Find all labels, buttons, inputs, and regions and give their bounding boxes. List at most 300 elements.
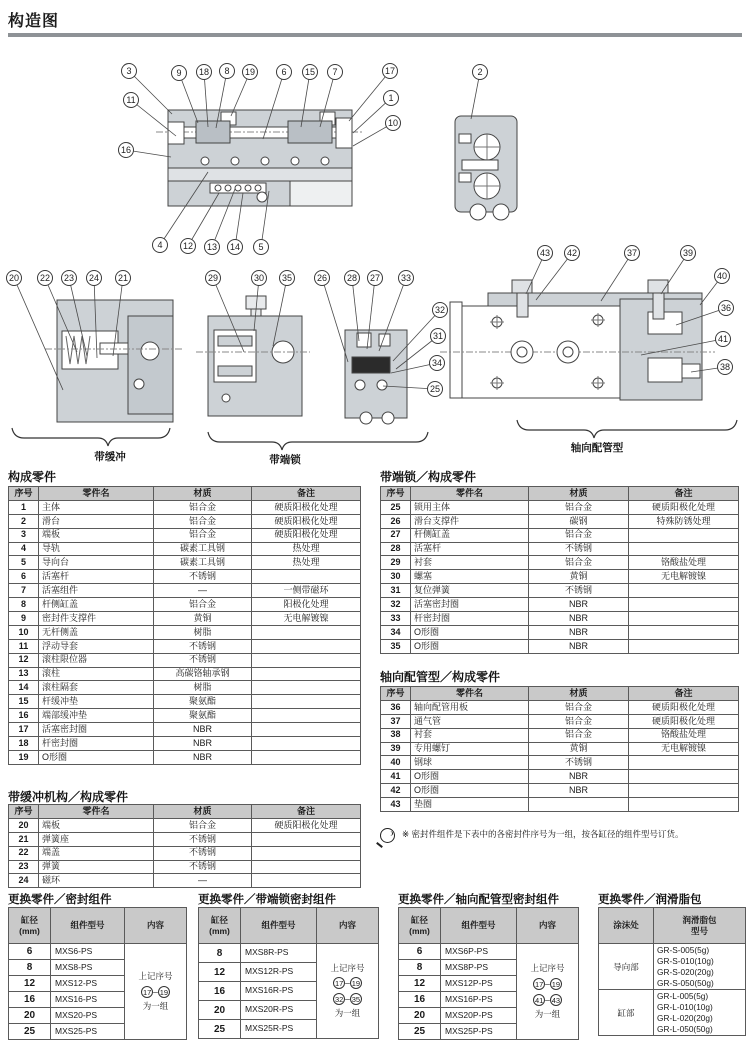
cell: 不锈钢 xyxy=(529,542,629,556)
column-header: 组件型号 xyxy=(441,908,517,944)
cell: 28 xyxy=(381,542,411,556)
cell: 4 xyxy=(9,542,39,556)
callout-8: 8 xyxy=(219,63,235,79)
cell: 铝合金 xyxy=(529,728,629,742)
cell: 16 xyxy=(9,992,51,1008)
cell: 活塞杆 xyxy=(39,570,154,584)
parts-row xyxy=(381,742,739,756)
column-header: 涂沫处 xyxy=(599,908,654,944)
cell: 39 xyxy=(381,742,411,756)
cell xyxy=(252,860,361,874)
cell: MXS8R-PS xyxy=(241,944,317,963)
parts-row xyxy=(381,598,739,612)
parts-row xyxy=(381,528,739,542)
title-endlock-seal-kit: 更换零件／带端锁密封组件 xyxy=(198,894,336,906)
column-header: 材质 xyxy=(154,487,252,501)
column-header: 备注 xyxy=(629,487,739,501)
cell: 磁环 xyxy=(39,874,154,888)
column-header: 零件名 xyxy=(39,805,154,819)
cell: 垫圈 xyxy=(411,798,529,812)
cell: 35 xyxy=(381,639,411,653)
callout-28: 28 xyxy=(344,270,360,286)
cell: 9 xyxy=(9,612,39,626)
column-header: 材质 xyxy=(529,487,629,501)
page-title: 构造图 xyxy=(8,13,60,30)
parts-row xyxy=(9,584,361,598)
cell xyxy=(629,639,739,653)
circled-number: 17 xyxy=(334,979,344,988)
grease-row xyxy=(599,990,746,1036)
cell: MXS12-PS xyxy=(51,976,125,992)
section-title-main-parts: 构成零件 xyxy=(8,470,57,484)
cell: 杆密封圈 xyxy=(39,737,154,751)
parts-row xyxy=(381,756,739,770)
cell: NBR xyxy=(529,639,629,653)
parts-row xyxy=(9,514,361,528)
parts-row xyxy=(381,612,739,626)
parts-row xyxy=(9,846,361,860)
callout-38: 38 xyxy=(717,359,733,375)
cell: 主体 xyxy=(39,500,154,514)
endlock-parts-table xyxy=(380,486,739,654)
endlock-seal-kit-table xyxy=(198,907,379,1039)
cell: 滚柱 xyxy=(39,667,154,681)
cell: 33 xyxy=(381,612,411,626)
cell: 15 xyxy=(9,695,39,709)
kit-row xyxy=(199,944,379,963)
cell: 32 xyxy=(381,598,411,612)
callout-17: 17 xyxy=(382,63,398,79)
cell: 26 xyxy=(381,514,411,528)
parts-row xyxy=(381,770,739,784)
cell: 12 xyxy=(9,976,51,992)
callout-2: 2 xyxy=(472,64,488,80)
callout-36: 36 xyxy=(718,300,734,316)
cell: 无杆侧盖 xyxy=(39,625,154,639)
cell: 活塞密封圈 xyxy=(411,598,529,612)
cell: 14 xyxy=(9,681,39,695)
cell: 端盖 xyxy=(39,846,154,860)
column-header: 序号 xyxy=(381,687,411,701)
cell: 导轨 xyxy=(39,542,154,556)
title-axial-seal-kit: 更换零件／轴向配管型密封组件 xyxy=(398,894,559,906)
cell xyxy=(629,625,739,639)
parts-row xyxy=(381,556,739,570)
parts-row xyxy=(381,784,739,798)
cell: O形圈 xyxy=(411,784,529,798)
cell: NBR xyxy=(154,737,252,751)
cell: 硬质阳极化处理 xyxy=(252,528,361,542)
group-label-axial: 轴向配管型 xyxy=(570,442,624,454)
cell: 5 xyxy=(9,556,39,570)
cell: O形圈 xyxy=(411,770,529,784)
cell: 铝合金 xyxy=(154,500,252,514)
seal-kit-note-text: ※ 密封件组件是下表中的各密封件序号为一组，按各缸径的组件型号订货。 xyxy=(402,829,684,839)
cell: 硬质阳极化处理 xyxy=(629,500,739,514)
callout-15: 15 xyxy=(302,64,318,80)
cell: 8 xyxy=(199,944,241,963)
parts-row xyxy=(381,714,739,728)
column-header: 序号 xyxy=(9,805,39,819)
cell: 19 xyxy=(9,750,39,764)
parts-row xyxy=(9,681,361,695)
parts-row xyxy=(9,750,361,764)
column-header: 材质 xyxy=(529,687,629,701)
parts-row xyxy=(9,639,361,653)
cell: 2 xyxy=(9,514,39,528)
cell xyxy=(629,770,739,784)
grease-models: GR-S-005(5g) GR-S-010(10g) GR-S-020(20g) GR-S-050(50g) xyxy=(654,944,746,990)
cell: 碳素工具钢 xyxy=(154,556,252,570)
parts-row xyxy=(9,709,361,723)
header-row xyxy=(9,487,361,501)
callout-13: 13 xyxy=(204,239,220,255)
cell: 25 xyxy=(9,1024,51,1040)
callout-40: 40 xyxy=(714,268,730,284)
column-header: 组件型号 xyxy=(241,908,317,944)
callout-35: 35 xyxy=(279,270,295,286)
cell xyxy=(629,528,739,542)
column-header: 零件名 xyxy=(411,687,529,701)
cell: MXS12R-PS xyxy=(241,963,317,982)
cell xyxy=(629,756,739,770)
cell xyxy=(252,681,361,695)
cell xyxy=(629,598,739,612)
parts-row xyxy=(9,653,361,667)
cell: — xyxy=(154,874,252,888)
cell: 杆缓冲垫 xyxy=(39,695,154,709)
cell: O形圈 xyxy=(411,639,529,653)
cell: 滑台支撑件 xyxy=(411,514,529,528)
cell: 阳极化处理 xyxy=(252,598,361,612)
header-row xyxy=(9,908,187,944)
column-header: 缸径 (mm) xyxy=(9,908,51,944)
cell: 17 xyxy=(9,723,39,737)
cell: MXS12P-PS xyxy=(441,976,517,992)
circled-number: 17 xyxy=(142,987,152,997)
callout-43: 43 xyxy=(537,245,553,261)
column-header: 润滑脂包 型号 xyxy=(654,908,746,944)
cell: MXS20R-PS xyxy=(241,1001,317,1020)
cell: 杆侧缸盖 xyxy=(411,528,529,542)
cell: 端板 xyxy=(39,818,154,832)
cell: 高碳铬轴承钢 xyxy=(154,667,252,681)
cell: 6 xyxy=(399,944,441,960)
cell: 硬质阳极化处理 xyxy=(629,700,739,714)
cell: 端板 xyxy=(39,528,154,542)
header-row xyxy=(381,687,739,701)
circled-number: 19 xyxy=(551,979,561,989)
parts-row xyxy=(9,598,361,612)
parts-row xyxy=(381,514,739,528)
cell: 12 xyxy=(9,653,39,667)
cell: 8 xyxy=(399,960,441,976)
cell: 不锈钢 xyxy=(154,639,252,653)
cell: 热处理 xyxy=(252,556,361,570)
cell: 27 xyxy=(381,528,411,542)
cell: 通气管 xyxy=(411,714,529,728)
callout-25: 25 xyxy=(427,381,443,397)
cell: 缸部 xyxy=(599,990,654,1036)
cell: NBR xyxy=(529,625,629,639)
seal-kit-table xyxy=(8,907,187,1040)
parts-row xyxy=(9,612,361,626)
circled-number: 35 xyxy=(351,995,361,1004)
column-header: 缸径 (mm) xyxy=(199,908,241,944)
magnifier-icon xyxy=(380,828,395,843)
cell: 40 xyxy=(381,756,411,770)
column-header: 零件名 xyxy=(411,487,529,501)
header-row xyxy=(199,908,379,944)
cell: MXS25R-PS xyxy=(241,1020,317,1039)
column-header: 零件名 xyxy=(39,487,154,501)
cell: 不锈钢 xyxy=(529,584,629,598)
callout-11: 11 xyxy=(123,92,139,108)
cell: 铝合金 xyxy=(529,700,629,714)
cell: 8 xyxy=(9,960,51,976)
cell: 滚柱限位器 xyxy=(39,653,154,667)
cell: 不锈钢 xyxy=(529,756,629,770)
callout-16: 16 xyxy=(118,142,134,158)
column-header: 序号 xyxy=(9,487,39,501)
callout-33: 33 xyxy=(398,270,414,286)
grease-pack-table xyxy=(598,907,746,1036)
cell: 16 xyxy=(399,992,441,1008)
kit-content: 上记序号 17 – 19 为一组 xyxy=(125,944,187,1040)
cell xyxy=(252,709,361,723)
cell: 12 xyxy=(399,976,441,992)
parts-row xyxy=(381,798,739,812)
parts-row xyxy=(9,874,361,888)
header-row xyxy=(599,908,746,944)
cell: MXS25P-PS xyxy=(441,1024,517,1040)
callout-4: 4 xyxy=(152,237,168,253)
kit-content: 上记序号 17 – 19 32 – 35 为一组 xyxy=(317,944,379,1039)
cell: 11 xyxy=(9,639,39,653)
column-header: 内容 xyxy=(317,908,379,944)
parts-row xyxy=(9,625,361,639)
cell xyxy=(629,784,739,798)
cell xyxy=(629,612,739,626)
column-header: 备注 xyxy=(252,487,361,501)
cell: 37 xyxy=(381,714,411,728)
callout-19: 19 xyxy=(242,64,258,80)
callout-21: 21 xyxy=(115,270,131,286)
cell: 黄铜 xyxy=(529,570,629,584)
cell: 硬质阳极化处理 xyxy=(629,714,739,728)
callout-30: 30 xyxy=(251,270,267,286)
callout-27: 27 xyxy=(367,270,383,286)
cell: NBR xyxy=(154,723,252,737)
cell: 铝合金 xyxy=(529,556,629,570)
title-grease-pack: 更换零件／润滑脂包 xyxy=(598,894,702,906)
cell: 碳素工具钢 xyxy=(154,542,252,556)
cell: 杆密封圈 xyxy=(411,612,529,626)
kit-row xyxy=(399,944,579,960)
cell: 18 xyxy=(9,737,39,751)
circled-number: 17 xyxy=(534,979,544,989)
callout-29: 29 xyxy=(205,270,221,286)
cell: NBR xyxy=(529,598,629,612)
cell: 密封件支撑件 xyxy=(39,612,154,626)
parts-row xyxy=(9,528,361,542)
callout-6: 6 xyxy=(276,64,292,80)
cell: 硬质阳极化处理 xyxy=(252,500,361,514)
cell xyxy=(529,798,629,812)
axial-seal-kit-table xyxy=(398,907,579,1040)
cell: 22 xyxy=(9,846,39,860)
cell: 21 xyxy=(9,832,39,846)
parts-row xyxy=(9,818,361,832)
title-seal-kit: 更换零件／密封组件 xyxy=(8,894,112,906)
callout-layer xyxy=(0,0,750,470)
cell xyxy=(252,737,361,751)
cell: MXS16P-PS xyxy=(441,992,517,1008)
grease-row xyxy=(599,944,746,990)
callout-34: 34 xyxy=(429,355,445,371)
cell: 25 xyxy=(199,1020,241,1039)
cell: 聚氨酯 xyxy=(154,709,252,723)
callout-26: 26 xyxy=(314,270,330,286)
cell: 24 xyxy=(9,874,39,888)
parts-row xyxy=(381,639,739,653)
cell: 34 xyxy=(381,625,411,639)
cell: MXS6P-PS xyxy=(441,944,517,960)
cell: 13 xyxy=(9,667,39,681)
cell: 滚柱隔套 xyxy=(39,681,154,695)
parts-row xyxy=(9,667,361,681)
callout-18: 18 xyxy=(196,64,212,80)
cell: 16 xyxy=(9,709,39,723)
cell: 铝合金 xyxy=(154,818,252,832)
parts-row xyxy=(9,500,361,514)
callout-37: 37 xyxy=(624,245,640,261)
callout-23: 23 xyxy=(61,270,77,286)
cell: 43 xyxy=(381,798,411,812)
cell: 热处理 xyxy=(252,542,361,556)
cell: 20 xyxy=(9,818,39,832)
cell: 8 xyxy=(9,598,39,612)
callout-14: 14 xyxy=(227,239,243,255)
cell: 黄铜 xyxy=(529,742,629,756)
circled-number: 19 xyxy=(351,979,361,988)
callout-31: 31 xyxy=(430,328,446,344)
cell: 无电解镀镍 xyxy=(629,742,739,756)
cell: 25 xyxy=(381,500,411,514)
parts-row xyxy=(9,832,361,846)
cell: 弹簧 xyxy=(39,860,154,874)
cell: 铝合金 xyxy=(154,598,252,612)
cell: 3 xyxy=(9,528,39,542)
cell xyxy=(252,695,361,709)
cushion-parts-table xyxy=(8,804,361,888)
cell: 10 xyxy=(9,625,39,639)
callout-7: 7 xyxy=(327,64,343,80)
cell: 浮动导套 xyxy=(39,639,154,653)
cell: 螺塞 xyxy=(411,570,529,584)
callout-22: 22 xyxy=(37,270,53,286)
cell: 铬酸盐处理 xyxy=(629,728,739,742)
cell: 聚氨酯 xyxy=(154,695,252,709)
cell: 硬质阳极化处理 xyxy=(252,818,361,832)
column-header: 组件型号 xyxy=(51,908,125,944)
cell: 滑台 xyxy=(39,514,154,528)
cell xyxy=(252,639,361,653)
parts-row xyxy=(381,700,739,714)
parts-row xyxy=(9,570,361,584)
cell: MXS25-PS xyxy=(51,1024,125,1040)
header-row xyxy=(399,908,579,944)
cell xyxy=(252,570,361,584)
cell: MXS6-PS xyxy=(51,944,125,960)
cell: 不锈钢 xyxy=(154,570,252,584)
parts-row xyxy=(9,723,361,737)
cell: NBR xyxy=(529,612,629,626)
callout-1: 1 xyxy=(383,90,399,106)
cell: 硬质阳极化处理 xyxy=(252,514,361,528)
parts-row xyxy=(381,584,739,598)
cell: 铝合金 xyxy=(529,714,629,728)
cell: 1 xyxy=(9,500,39,514)
parts-row xyxy=(381,500,739,514)
column-header: 内容 xyxy=(517,908,579,944)
cell: 铝合金 xyxy=(154,528,252,542)
cell: 不锈钢 xyxy=(154,860,252,874)
circled-number: 43 xyxy=(551,995,561,1005)
cell: MXS16-PS xyxy=(51,992,125,1008)
cell xyxy=(252,750,361,764)
cell: MXS8-PS xyxy=(51,960,125,976)
cell: MXS8P-PS xyxy=(441,960,517,976)
column-header: 序号 xyxy=(381,487,411,501)
group-label-endlock: 带端锁 xyxy=(269,454,301,466)
parts-row xyxy=(9,860,361,874)
cell: 6 xyxy=(9,944,51,960)
kit-content: 上记序号 17 – 19 41 – 43 为一组 xyxy=(517,944,579,1040)
cell: 25 xyxy=(399,1024,441,1040)
cell: 黄铜 xyxy=(154,612,252,626)
cell: 碳钢 xyxy=(529,514,629,528)
cell: 衬套 xyxy=(411,728,529,742)
cell: 树脂 xyxy=(154,625,252,639)
cell: 锁用主体 xyxy=(411,500,529,514)
cell: 铝合金 xyxy=(154,514,252,528)
parts-row xyxy=(381,570,739,584)
cell: 专用螺钉 xyxy=(411,742,529,756)
cell: 12 xyxy=(199,963,241,982)
cell: 41 xyxy=(381,770,411,784)
callout-3: 3 xyxy=(121,63,137,79)
cell xyxy=(252,846,361,860)
column-header: 材质 xyxy=(154,805,252,819)
cell xyxy=(629,542,739,556)
cell xyxy=(252,723,361,737)
cell: 导向台 xyxy=(39,556,154,570)
column-header: 备注 xyxy=(629,687,739,701)
axial-parts-table xyxy=(380,686,739,812)
callout-24: 24 xyxy=(86,270,102,286)
cell: 36 xyxy=(381,700,411,714)
column-header: 内容 xyxy=(125,908,187,944)
cell: 树脂 xyxy=(154,681,252,695)
cell: NBR xyxy=(529,770,629,784)
cell xyxy=(252,653,361,667)
cell: 铝合金 xyxy=(529,528,629,542)
circled-number: 19 xyxy=(159,987,169,997)
callout-39: 39 xyxy=(680,245,696,261)
cell: 6 xyxy=(9,570,39,584)
callout-20: 20 xyxy=(6,270,22,286)
